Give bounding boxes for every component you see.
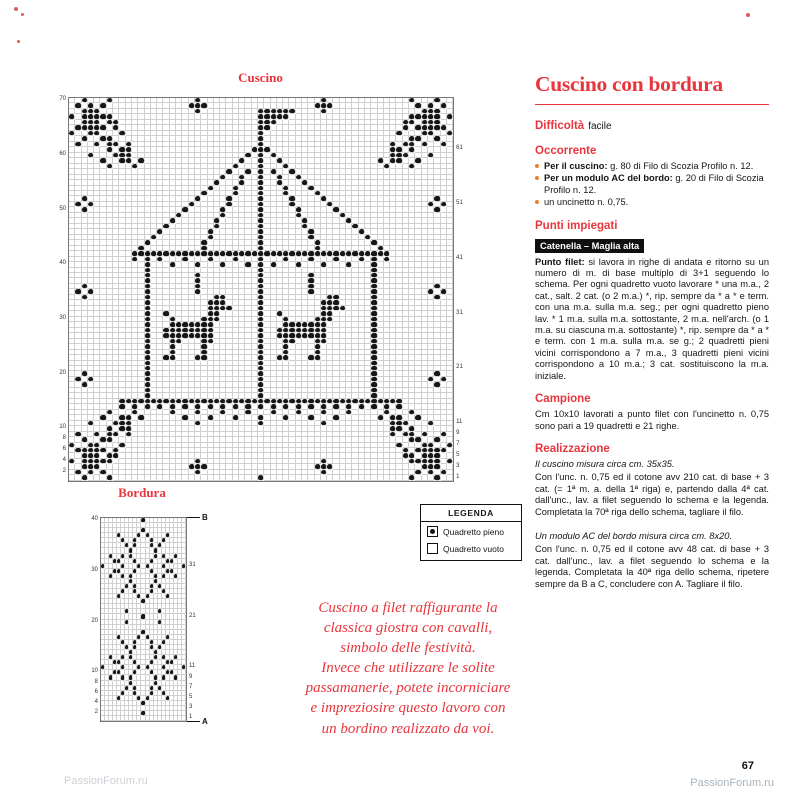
row-number: 31 bbox=[188, 561, 196, 568]
row-number: 10 bbox=[91, 668, 98, 675]
marker-letter-b: B bbox=[201, 513, 208, 522]
row-number: 40 bbox=[91, 516, 98, 523]
row-number: 2 bbox=[62, 468, 66, 475]
row-number: 5 bbox=[188, 693, 193, 700]
row-number: 21 bbox=[188, 612, 196, 619]
occorrente-item bbox=[535, 173, 769, 196]
row-number: 9 bbox=[188, 673, 193, 680]
caption-line: simbolo delle festività. bbox=[340, 640, 476, 657]
row-number: 6 bbox=[62, 446, 66, 453]
page-number: 67 bbox=[741, 760, 754, 772]
print-speck bbox=[21, 13, 24, 16]
campione-text: Cm 10x10 lavorati a punto filet con l'uncinetto n. 0,75 sono pari a 19 quadretti e 21 righe. bbox=[535, 409, 769, 431]
bordura-chart bbox=[91, 513, 208, 727]
row-number: 40 bbox=[59, 260, 66, 267]
punto-filet-paragraph bbox=[535, 257, 769, 382]
occorrente-item bbox=[535, 161, 769, 172]
bordura-grid bbox=[100, 517, 187, 722]
caption-line: passamanerie, potete incorniciare bbox=[305, 680, 511, 697]
row-number: 7 bbox=[456, 440, 460, 447]
row-number: 70 bbox=[59, 96, 66, 103]
title-rule bbox=[535, 104, 769, 105]
article-column bbox=[535, 72, 769, 592]
occorrente-item bbox=[535, 197, 769, 208]
row-number: 1 bbox=[188, 714, 193, 721]
marker-letter-a: A bbox=[201, 717, 208, 727]
row-number: 8 bbox=[94, 678, 98, 685]
cuscino-chart bbox=[59, 96, 463, 482]
row-number: 11 bbox=[188, 663, 196, 670]
bullet-icon bbox=[535, 200, 539, 204]
row-number: 6 bbox=[94, 688, 98, 695]
row-number: 60 bbox=[59, 150, 66, 157]
stitches-bar: Catenella – Maglia alta bbox=[535, 239, 644, 253]
legend-label: Quadretto pieno bbox=[443, 526, 504, 537]
item-lead: Per il cuscino: bbox=[544, 161, 608, 171]
row-number: 9 bbox=[456, 429, 460, 436]
row-number: 51 bbox=[456, 200, 463, 207]
row-number: 21 bbox=[456, 364, 463, 371]
watermark-faint: PassionForum.ru bbox=[64, 775, 148, 787]
legend-box bbox=[420, 504, 522, 561]
legend-label: Quadretto vuoto bbox=[443, 543, 504, 554]
row-number: 3 bbox=[188, 704, 193, 710]
caption-line: e impreziosire questo lavoro con bbox=[310, 700, 506, 717]
row-number: 4 bbox=[94, 698, 98, 705]
difficulty-label: Difficoltà bbox=[535, 120, 585, 132]
caption bbox=[278, 598, 538, 739]
row-number: 1 bbox=[456, 473, 460, 480]
difficulty-row bbox=[535, 120, 769, 132]
paragraph-text: si lavora in righe di andata e ritorno su un numero di m. di base multiplo di 3+1 seguendo lo schema. Per ogni quadretto vuoto lavorare * una m.a., 2 cat., salt. 2 cat. (o 2 m.a.) *, rip. sempre da * a * e term. con una m.a. sulla m.a. seg.; per ogni quadretto pieno lav. * 1 m.a. sulla m.a. sottostante, 2 m.a. nell'arch. (o 1 m.a. su ciascuna m.a. sottostante) *, rip. sempre da * a * e term. con 1 m.a. sulla m.a. se g.; 2 quadretti pieni vicini corrispondono a 7 m.a., 3 quadretti pieni vicini corrispondono a 10 m.a.; 3 cat. sostituiscono la m.a. iniziale. bbox=[535, 256, 769, 381]
row-number: 41 bbox=[456, 254, 463, 261]
cuscino-grid bbox=[68, 97, 454, 482]
bordura-marker-b bbox=[187, 513, 208, 522]
item-text: un uncinetto n. 0,75. bbox=[544, 197, 629, 208]
realizzazione-para-bordo: Con l'unc. n. 0,75 ed il cotone avv 48 cat. di base + 3 cat. dall'unc., lav. a filet seguendo lo schema e la legenda. Completata la 40ª riga dello schema, ripetere sempre da B a C, concludere con A. Tagliare il filo. bbox=[535, 544, 769, 589]
print-speck bbox=[17, 40, 20, 43]
filled-square-icon bbox=[427, 526, 438, 537]
row-number: 20 bbox=[59, 369, 66, 376]
section-heading-realizzazione: Realizzazione bbox=[535, 442, 610, 455]
realizzazione-note-bordo: Un modulo AC del bordo misura circa cm. 8x20. bbox=[535, 530, 733, 541]
caption-line: Cuscino a filet raffigurante la bbox=[318, 600, 498, 616]
legend-item-empty bbox=[421, 539, 521, 560]
item-text: g. 80 di Filo di Scozia Profilo n. 12. bbox=[607, 161, 754, 171]
row-number: 30 bbox=[59, 315, 66, 322]
caption-line: Invece che utilizzare le solite bbox=[321, 660, 495, 677]
row-number: 61 bbox=[456, 145, 463, 152]
bullet-icon bbox=[535, 176, 539, 180]
row-number: 20 bbox=[91, 617, 98, 624]
row-number: 7 bbox=[188, 683, 193, 690]
paragraph-lead: Punto filet: bbox=[535, 256, 585, 267]
caption-line: un bordino realizzato da voi. bbox=[321, 720, 495, 737]
cuscino-chart-title: Cuscino bbox=[238, 70, 283, 85]
row-number: 10 bbox=[59, 424, 66, 431]
section-heading-occorrente: Occorrente bbox=[535, 145, 597, 157]
item-lead: Per un modulo AC del bordo: bbox=[544, 173, 673, 184]
print-speck bbox=[746, 13, 750, 17]
realizzazione-para-cuscino: Con l'unc. n. 0,75 ed il cotone avv 210 cat. di base + 3 cat. (= 1ª m. a. della 1ª riga) e, partendo dalla 4ª cat. dall'unc., lav. a filet seguendo lo schema e la legenda. Completata la 70ª riga dello schema, tagliare il filo. bbox=[535, 472, 769, 517]
row-number: 3 bbox=[456, 462, 460, 469]
watermark: PassionForum.ru bbox=[690, 777, 774, 789]
bordura-chart-title: Bordura bbox=[118, 485, 166, 500]
row-number: 8 bbox=[62, 435, 66, 442]
legend-item-filled bbox=[421, 522, 521, 539]
difficulty-value: facile bbox=[588, 121, 612, 132]
bullet-icon bbox=[535, 164, 539, 168]
section-heading-punti: Punti impiegati bbox=[535, 219, 618, 232]
caption-line: classica giostra con cavalli, bbox=[323, 620, 493, 637]
section-heading-campione: Campione bbox=[535, 393, 591, 406]
marker-line bbox=[187, 517, 200, 518]
marker-line bbox=[187, 721, 200, 722]
realizzazione-note-cuscino: Il cuscino misura circa cm. 35x35. bbox=[535, 458, 675, 469]
row-number: 30 bbox=[91, 566, 98, 573]
empty-square-icon bbox=[427, 543, 438, 554]
item-text: g. 20 di Filo di Scozia Profilo n. 12. bbox=[544, 173, 764, 195]
row-number: 11 bbox=[456, 418, 463, 425]
legend-title: LEGENDA bbox=[421, 505, 521, 522]
row-number: 50 bbox=[59, 205, 66, 212]
print-speck bbox=[14, 7, 18, 11]
row-number: 2 bbox=[94, 709, 98, 716]
row-number: 4 bbox=[62, 457, 66, 464]
row-number: 5 bbox=[456, 451, 460, 458]
article-title: Cuscino con bordura bbox=[535, 72, 723, 96]
row-number: 31 bbox=[456, 309, 463, 316]
